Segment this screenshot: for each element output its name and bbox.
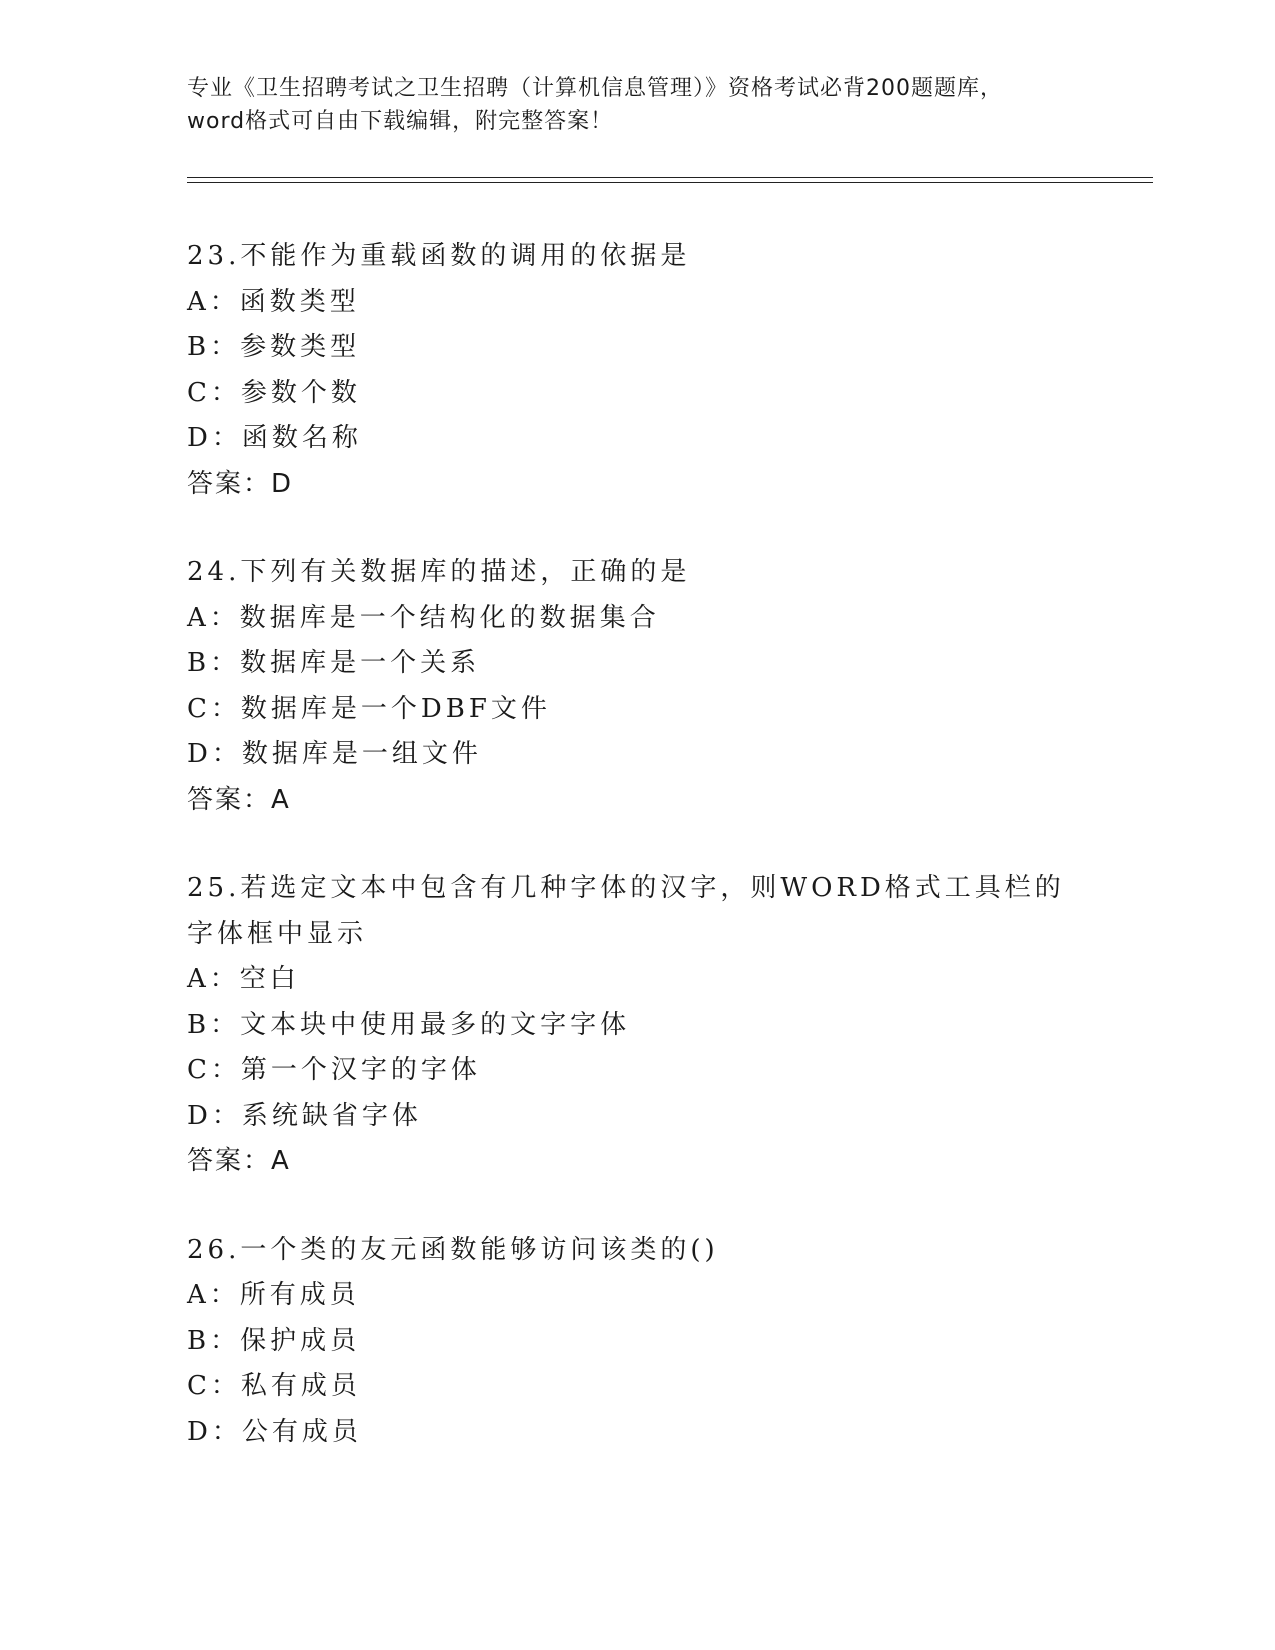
question-26 — [187, 1228, 1087, 1456]
question-stem: 26.一个类的友元函数能够访问该类的() — [187, 1234, 719, 1265]
answer-line: 答案：A — [187, 784, 291, 815]
option-d: D：系统缺省字体 — [187, 1100, 422, 1131]
answer-line: 答案：D — [187, 468, 294, 499]
option-a: A：函数类型 — [187, 286, 360, 317]
question-stem: 23.不能作为重载函数的调用的依据是 — [187, 241, 691, 271]
document-header — [187, 72, 1107, 138]
option-d: D：函数名称 — [187, 423, 362, 453]
question-25 — [187, 866, 1087, 1185]
question-23 — [187, 234, 1087, 507]
option-b: B：保护成员 — [187, 1325, 361, 1356]
option-d: D：数据库是一组文件 — [187, 739, 482, 769]
answer-line: 答案：A — [187, 1146, 291, 1176]
option-c: C：数据库是一个DBF文件 — [187, 693, 551, 724]
option-a: A：数据库是一个结构化的数据集合 — [187, 602, 660, 633]
option-b: B：文本块中使用最多的文字字体 — [187, 1009, 631, 1040]
header-title-line-2: word格式可自由下载编辑，附完整答案！ — [187, 109, 614, 134]
question-stem: 24.下列有关数据库的描述，正确的是 — [187, 557, 691, 587]
question-stem: 25.若选定文本中包含有几种字体的汉字，则WORD格式工具栏的字体框中显示 — [187, 873, 1065, 949]
option-c: C：参数个数 — [187, 377, 361, 408]
question-list — [187, 234, 1087, 1498]
option-b: B：参数类型 — [187, 332, 361, 362]
option-c: C：私有成员 — [187, 1371, 361, 1401]
header-divider-bottom — [187, 182, 1153, 183]
question-24 — [187, 550, 1087, 823]
option-a: A：所有成员 — [187, 1280, 360, 1310]
header-divider-top — [187, 177, 1153, 178]
option-d: D：公有成员 — [187, 1416, 362, 1447]
option-c: C：第一个汉字的字体 — [187, 1055, 481, 1085]
option-a: A：空白 — [187, 964, 300, 994]
option-b: B：数据库是一个关系 — [187, 648, 481, 678]
header-title-line-1: 专业《卫生招聘考试之卫生招聘（计算机信息管理）》资格考试必背200题题库， — [187, 76, 1003, 101]
